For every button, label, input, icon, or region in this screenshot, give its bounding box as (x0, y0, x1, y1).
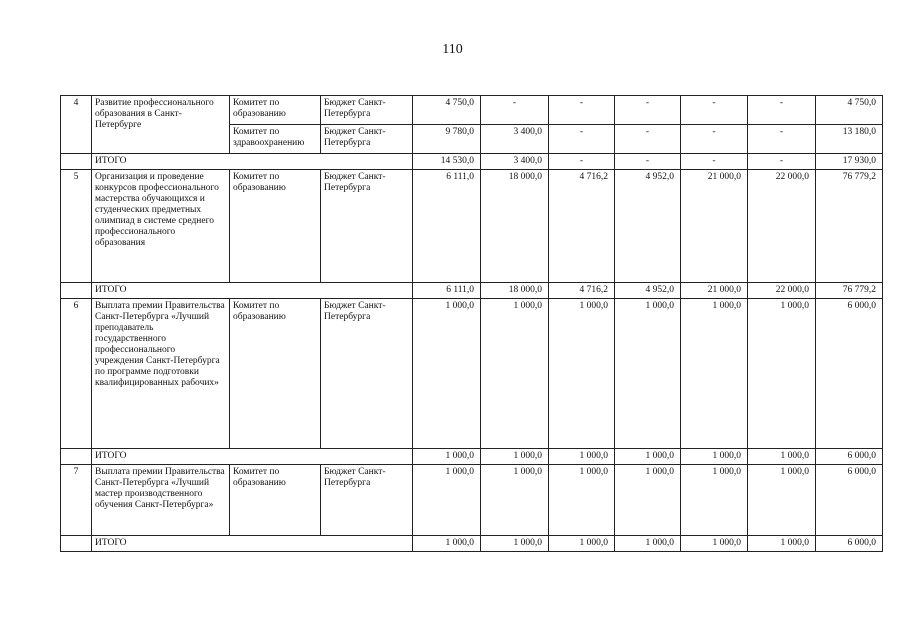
budget-table (60, 95, 883, 552)
funding-source: Бюджет Санкт-Петербурга (321, 96, 413, 125)
executor: Комитет по здравоохранению (230, 125, 321, 154)
value-cell: 18 000,0 (481, 170, 549, 283)
value-cell: 6 000,0 (816, 299, 883, 449)
funding-source: Бюджет Санкт-Петербурга (321, 170, 413, 283)
value-cell: 1 000,0 (549, 449, 615, 465)
value-cell: 76 779,2 (816, 283, 883, 299)
value-cell: 14 530,0 (413, 154, 481, 170)
value-cell: 1 000,0 (413, 465, 481, 536)
activity-name: Выплата премии Правительства Санкт-Петербурга «Лучший мастер производственного обучения Санкт-Петербурга» (92, 465, 230, 536)
value-cell: 1 000,0 (681, 536, 748, 552)
value-cell: - (549, 125, 615, 154)
row-number: 5 (61, 170, 92, 283)
value-cell: 3 400,0 (481, 154, 549, 170)
value-cell: 1 000,0 (549, 465, 615, 536)
value-cell: 1 000,0 (481, 299, 549, 449)
value-cell: 22 000,0 (748, 170, 816, 283)
value-cell: 1 000,0 (615, 449, 681, 465)
table-row (61, 170, 883, 283)
value-cell: - (681, 154, 748, 170)
value-cell: - (549, 154, 615, 170)
value-cell: 6 111,0 (413, 170, 481, 283)
row-number: 7 (61, 465, 92, 536)
value-cell: 1 000,0 (748, 449, 816, 465)
row-number-empty (61, 536, 92, 552)
activity-name: Организация и проведение конкурсов профессионального мастерства обучающихся и студенческих предметных олимпиад в системе среднего профессионального образования (92, 170, 230, 283)
value-cell: 4 716,2 (549, 283, 615, 299)
funding-source: Бюджет Санкт-Петербурга (321, 299, 413, 449)
value-cell: 4 952,0 (615, 283, 681, 299)
value-cell: 1 000,0 (549, 536, 615, 552)
value-cell: 1 000,0 (481, 536, 549, 552)
value-cell: - (681, 125, 748, 154)
table-row (61, 299, 883, 449)
value-cell: 4 750,0 (816, 96, 883, 125)
value-cell: - (748, 154, 816, 170)
activity-name: Развитие профессионального образования в Санкт-Петербурге (92, 96, 230, 154)
executor: Комитет по образованию (230, 170, 321, 283)
total-row (61, 536, 883, 552)
executor: Комитет по образованию (230, 465, 321, 536)
row-number-empty (61, 449, 92, 465)
total-label: ИТОГО (92, 536, 413, 552)
executor: Комитет по образованию (230, 299, 321, 449)
value-cell: 1 000,0 (681, 299, 748, 449)
value-cell: 1 000,0 (681, 465, 748, 536)
value-cell: - (748, 96, 816, 125)
total-row (61, 283, 883, 299)
value-cell: - (615, 96, 681, 125)
value-cell: - (681, 96, 748, 125)
value-cell: 22 000,0 (748, 283, 816, 299)
value-cell: 3 400,0 (481, 125, 549, 154)
total-row (61, 154, 883, 170)
row-number: 4 (61, 96, 92, 154)
total-label: ИТОГО (92, 449, 413, 465)
value-cell: 4 750,0 (413, 96, 481, 125)
value-cell: 1 000,0 (615, 299, 681, 449)
page-number: 110 (442, 42, 463, 57)
value-cell: 1 000,0 (748, 299, 816, 449)
value-cell: 18 000,0 (481, 283, 549, 299)
value-cell: 17 930,0 (816, 154, 883, 170)
value-cell: - (549, 96, 615, 125)
total-row (61, 449, 883, 465)
value-cell: 6 000,0 (816, 465, 883, 536)
value-cell: 9 780,0 (413, 125, 481, 154)
value-cell: 6 000,0 (816, 536, 883, 552)
value-cell: 1 000,0 (413, 299, 481, 449)
row-number: 6 (61, 299, 92, 449)
value-cell: 6 111,0 (413, 283, 481, 299)
funding-source: Бюджет Санкт-Петербурга (321, 125, 413, 154)
value-cell: - (748, 125, 816, 154)
value-cell: 1 000,0 (481, 449, 549, 465)
funding-source: Бюджет Санкт-Петербурга (321, 465, 413, 536)
table-row (61, 96, 883, 125)
value-cell: 1 000,0 (615, 536, 681, 552)
value-cell: 1 000,0 (549, 299, 615, 449)
row-number-empty (61, 154, 92, 170)
value-cell: 1 000,0 (413, 449, 481, 465)
value-cell: 76 779,2 (816, 170, 883, 283)
value-cell: 21 000,0 (681, 283, 748, 299)
activity-name: Выплата премии Правительства Санкт-Петербурга «Лучший преподаватель государственного профессионального учреждения Санкт-Петербурга по программе подготовки квалифицированных рабочих» (92, 299, 230, 449)
value-cell: - (615, 125, 681, 154)
value-cell: 1 000,0 (681, 449, 748, 465)
total-label: ИТОГО (92, 154, 413, 170)
value-cell: 13 180,0 (816, 125, 883, 154)
value-cell: 4 716,2 (549, 170, 615, 283)
value-cell: 1 000,0 (748, 465, 816, 536)
value-cell: 4 952,0 (615, 170, 681, 283)
value-cell: 21 000,0 (681, 170, 748, 283)
executor: Комитет по образованию (230, 96, 321, 125)
row-number-empty (61, 283, 92, 299)
value-cell: 1 000,0 (413, 536, 481, 552)
total-label: ИТОГО (92, 283, 413, 299)
table-row (61, 465, 883, 536)
value-cell: - (615, 154, 681, 170)
value-cell: 1 000,0 (481, 465, 549, 536)
value-cell: 1 000,0 (748, 536, 816, 552)
value-cell: 6 000,0 (816, 449, 883, 465)
value-cell: 1 000,0 (615, 465, 681, 536)
value-cell: - (481, 96, 549, 125)
